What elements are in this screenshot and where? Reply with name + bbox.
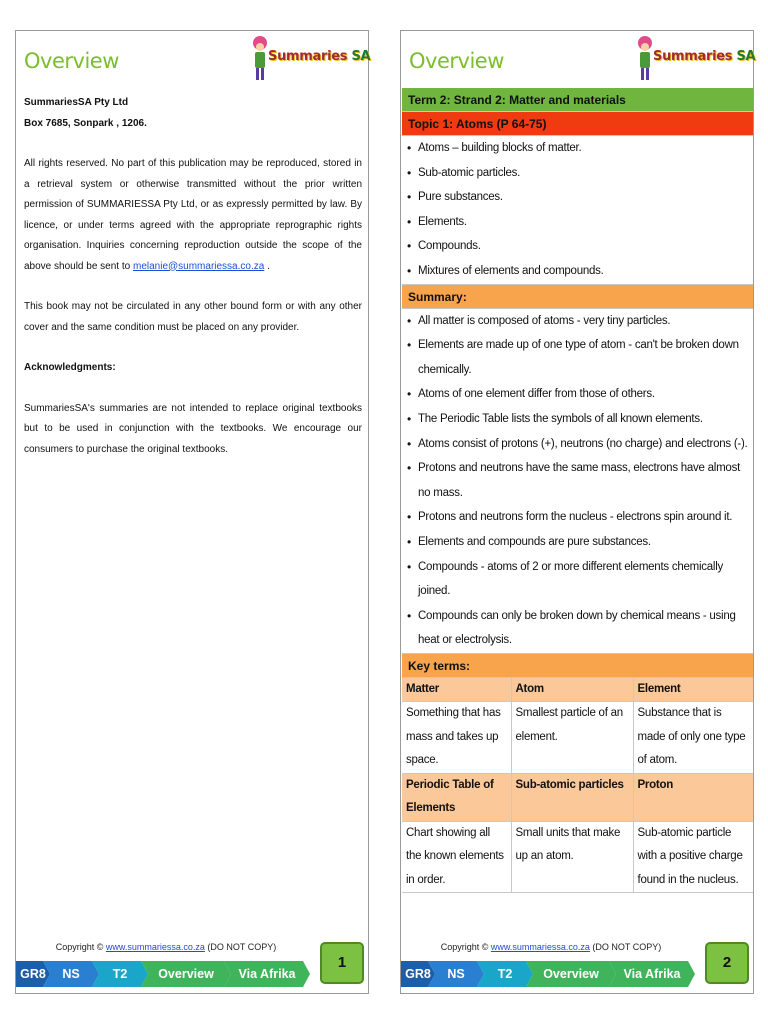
key-terms-table xyxy=(402,678,753,894)
table-row xyxy=(402,702,753,774)
nav-subject[interactable]: NS xyxy=(43,961,99,987)
list-item: • Mixtures of elements and compounds. xyxy=(402,259,753,284)
summary-heading: Summary: xyxy=(402,285,753,309)
page-1 xyxy=(15,30,369,994)
rights-paragraph xyxy=(24,154,362,277)
email-link[interactable]: melanie@summariessa.co.za xyxy=(132,260,265,272)
definition-cell: Smallest particle of an element. xyxy=(511,702,633,774)
term-cell: Element xyxy=(633,678,753,702)
content-table xyxy=(402,88,753,893)
list-item: • Atoms of one element differ from those of others. xyxy=(402,382,753,407)
table-row xyxy=(402,773,753,821)
acknowledgments-paragraph: SummariesSA's summaries are not intended to replace original textbooks but to be used in conjunction with the textbooks. We encourage our consumers to purchase the original textbooks. xyxy=(24,402,362,455)
page-2 xyxy=(400,30,754,994)
company-address: Box 7685, Sonpark , 1206. xyxy=(24,117,147,129)
nav-grade[interactable]: GR8 xyxy=(16,961,50,987)
definition-cell: Small units that make up an atom. xyxy=(511,821,633,893)
key-terms-heading: Key terms: xyxy=(402,654,753,678)
nav-grade[interactable]: GR8 xyxy=(401,961,435,987)
table-row xyxy=(402,678,753,702)
circulation-paragraph: This book may not be circulated in any other bound form or with any other cover and the same condition must be placed on any provider. xyxy=(24,301,362,333)
list-item: • The Periodic Table lists the symbols of all known elements. xyxy=(402,407,753,432)
company-name: SummariesSA Pty Ltd xyxy=(24,97,129,108)
list-item: • Elements and compounds are pure substances. xyxy=(402,530,753,555)
list-item: • Compounds can only be broken down by chemical means - using heat or electrolysis. xyxy=(402,604,753,653)
list-item: • Atoms consist of protons (+), neutrons (no charge) and electrons (-). xyxy=(402,432,753,457)
mascot-icon xyxy=(250,33,270,87)
term-cell: Proton xyxy=(633,773,753,821)
summaries-sa-logo xyxy=(250,33,371,87)
nav-overview[interactable]: Overview xyxy=(141,961,231,987)
list-item: • Compounds - atoms of 2 or more different elements chemically joined. xyxy=(402,555,753,604)
website-link[interactable]: www.summariessa.co.za xyxy=(105,942,205,952)
nav-term[interactable]: T2 xyxy=(477,961,533,987)
summaries-sa-logo xyxy=(635,33,756,87)
website-link[interactable]: www.summariessa.co.za xyxy=(490,942,590,952)
term-cell: Atom xyxy=(511,678,633,702)
strand-heading: Term 2: Strand 2: Matter and materials xyxy=(402,88,753,112)
breadcrumb-nav xyxy=(16,957,316,987)
topic-list xyxy=(402,136,753,285)
list-item: • Pure substances. xyxy=(402,185,753,210)
page-title: Overview xyxy=(409,49,504,73)
page-title: Overview xyxy=(24,49,119,73)
definition-cell: Something that has mass and takes up space. xyxy=(402,702,511,774)
list-item: • Compounds. xyxy=(402,234,753,259)
list-item: • Protons and neutrons have the same mass, electrons have almost no mass. xyxy=(402,456,753,505)
list-item: • Protons and neutrons form the nucleus - electrons spin around it. xyxy=(402,505,753,530)
logo-text: Summaries SA xyxy=(653,49,756,64)
list-item: • All matter is composed of atoms - very tiny particles. xyxy=(402,309,753,334)
rights-text: All rights reserved. No part of this publication may be reproduced, stored in a retrieval system or otherwise transmitted without the prior written permission of SUMMARIESSA Pty Ltd, or as expressly permitted by law. By licence, or under terms agreed with the appropriate reprographic rights organisation. Inquiries concerning reproduction outside the scope of the above should be sent to xyxy=(24,158,362,272)
nav-overview[interactable]: Overview xyxy=(526,961,616,987)
page-1-body xyxy=(24,93,362,480)
term-cell: Sub-atomic particles xyxy=(511,773,633,821)
summary-list xyxy=(402,309,753,654)
nav-publisher[interactable]: Via Afrika xyxy=(224,961,310,987)
definition-cell: Substance that is made of only one type of atom. xyxy=(633,702,753,774)
copyright-line: Copyright © www.summariessa.co.za (DO NOT COPY) xyxy=(440,942,662,952)
definition-cell: Sub-atomic particle with a positive charge found in the nucleus. xyxy=(633,821,753,893)
nav-term[interactable]: T2 xyxy=(92,961,148,987)
definition-cell: Chart showing all the known elements in order. xyxy=(402,821,511,893)
logo-text: Summaries SA xyxy=(268,49,371,64)
copyright-line: Copyright © www.summariessa.co.za (DO NOT COPY) xyxy=(55,942,277,952)
page-number-badge: 2 xyxy=(705,942,749,984)
nav-publisher[interactable]: Via Afrika xyxy=(609,961,695,987)
breadcrumb-nav xyxy=(401,957,701,987)
list-item: • Elements are made up of one type of atom - can't be broken down chemically. xyxy=(402,333,753,382)
term-cell: Matter xyxy=(402,678,511,702)
term-cell: Periodic Table of Elements xyxy=(402,773,511,821)
table-row xyxy=(402,821,753,893)
acknowledgments-heading: Acknowledgments: xyxy=(24,362,116,373)
email-after: . xyxy=(264,260,270,272)
list-item: • Sub-atomic particles. xyxy=(402,161,753,186)
list-item: • Atoms – building blocks of matter. xyxy=(402,136,753,161)
topic-heading: Topic 1: Atoms (P 64-75) xyxy=(402,112,753,136)
nav-subject[interactable]: NS xyxy=(428,961,484,987)
page-number-badge: 1 xyxy=(320,942,364,984)
list-item: • Elements. xyxy=(402,210,753,235)
mascot-icon xyxy=(635,33,655,87)
